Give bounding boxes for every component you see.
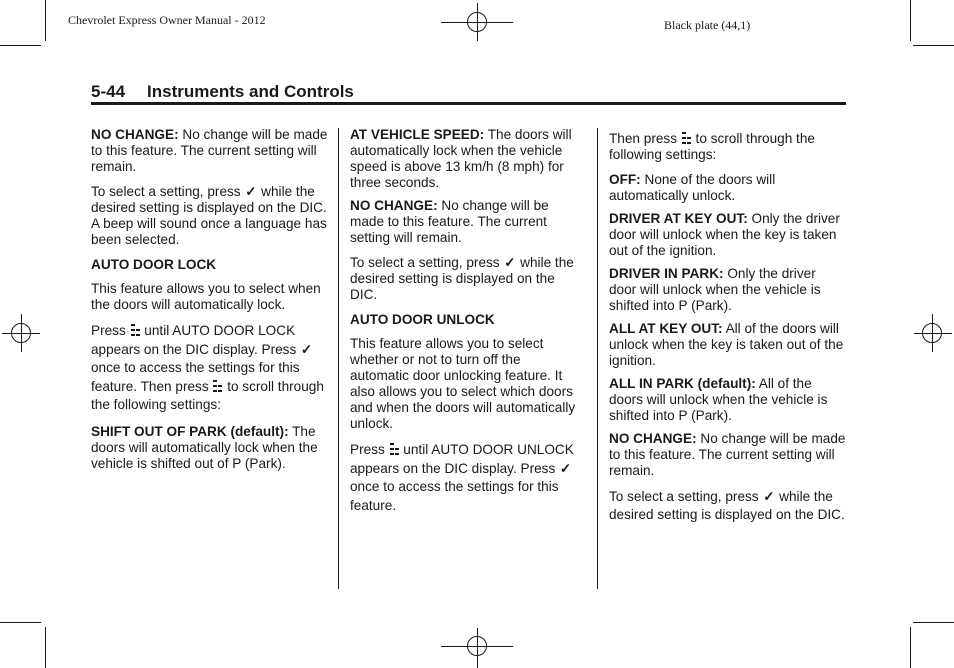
crop-mark	[910, 0, 911, 41]
paragraph: Then press to scroll through the following settings:	[609, 131, 815, 162]
crop-mark	[45, 627, 46, 668]
heading-rule	[91, 102, 846, 105]
paragraph: This feature allows you to select whether or not to turn off the automatic door unlocking feature. It also allows you to select which doors and when the doors will automatically unlock.	[350, 336, 576, 431]
chapter-heading	[91, 82, 354, 102]
checkmark-icon: ✓	[763, 489, 775, 504]
crop-mark	[0, 622, 41, 623]
chapter-title: Instruments and Controls	[147, 82, 354, 101]
paragraph: OFF: None of the doors will automatically unlock.	[609, 172, 776, 203]
paragraph: ALL IN PARK (default): All of the doors will unlock when the vehicle is shifted into P (Park).	[609, 376, 828, 423]
menu-icon	[390, 443, 399, 455]
column-3	[609, 131, 846, 532]
paragraph: ALL AT KEY OUT: All of the doors will unlock when the key is taken out of the ignition.	[609, 321, 844, 368]
column-divider	[338, 128, 339, 589]
paragraph: AT VEHICLE SPEED: The doors will automatically lock when the vehicle speed is above 13 km/h (8 mph) for three seconds.	[350, 127, 572, 190]
menu-icon	[682, 132, 691, 144]
crop-mark	[910, 627, 911, 668]
paragraph: NO CHANGE: No change will be made to this feature. The current setting will remain.	[91, 127, 328, 174]
column-1	[91, 127, 328, 481]
paragraph: Press until AUTO DOOR UNLOCK appears on the DIC display. Press ✓ once to access the settings for this feature.	[350, 442, 574, 513]
checkmark-icon: ✓	[504, 255, 516, 270]
paragraph: Press until AUTO DOOR LOCK appears on the DIC display. Press ✓ once to access the settings for this feature. Then press to scroll through the following settings:	[91, 323, 324, 412]
checkmark-icon: ✓	[300, 341, 313, 357]
paragraph: This feature allows you to select when the doors will automatically lock.	[91, 281, 321, 312]
checkmark-icon: ✓	[559, 460, 572, 476]
paragraph: To select a setting, press ✓ while the desired setting is displayed on the DIC.	[350, 255, 574, 302]
paragraph: DRIVER IN PARK: Only the driver door will unlock when the vehicle is shifted into P (Park).	[609, 266, 821, 313]
paragraph: To select a setting, press ✓ while the desired setting is displayed on the DIC. A beep will sound once a language has been selected.	[91, 184, 327, 247]
page-number: 5-44	[91, 82, 126, 101]
plate-label: Black plate (44,1)	[664, 18, 751, 32]
section-heading: AUTO DOOR LOCK	[91, 257, 217, 272]
crop-mark	[913, 45, 954, 46]
checkmark-icon: ✓	[245, 184, 257, 199]
crop-mark	[0, 45, 41, 46]
crop-mark	[913, 622, 954, 623]
paragraph: SHIFT OUT OF PARK (default): The doors will automatically lock when the vehicle is shifted out of P (Park).	[91, 423, 318, 471]
manual-title: Chevrolet Express Owner Manual - 2012	[68, 13, 266, 27]
menu-icon	[213, 380, 222, 392]
paragraph: NO CHANGE: No change will be made to this feature. The current setting will remain.	[609, 431, 846, 478]
paragraph: To select a setting, press ✓ while the desired setting is displayed on the DIC.	[609, 489, 845, 522]
column-2	[350, 127, 576, 524]
paragraph: DRIVER AT KEY OUT: Only the driver door will unlock when the key is taken out of the ignition.	[609, 211, 840, 258]
crop-mark	[45, 0, 46, 41]
menu-icon	[131, 324, 140, 336]
paragraph: NO CHANGE: No change will be made to this feature. The current setting will remain.	[350, 198, 549, 245]
section-heading: AUTO DOOR UNLOCK	[350, 312, 495, 327]
column-divider	[597, 128, 598, 589]
